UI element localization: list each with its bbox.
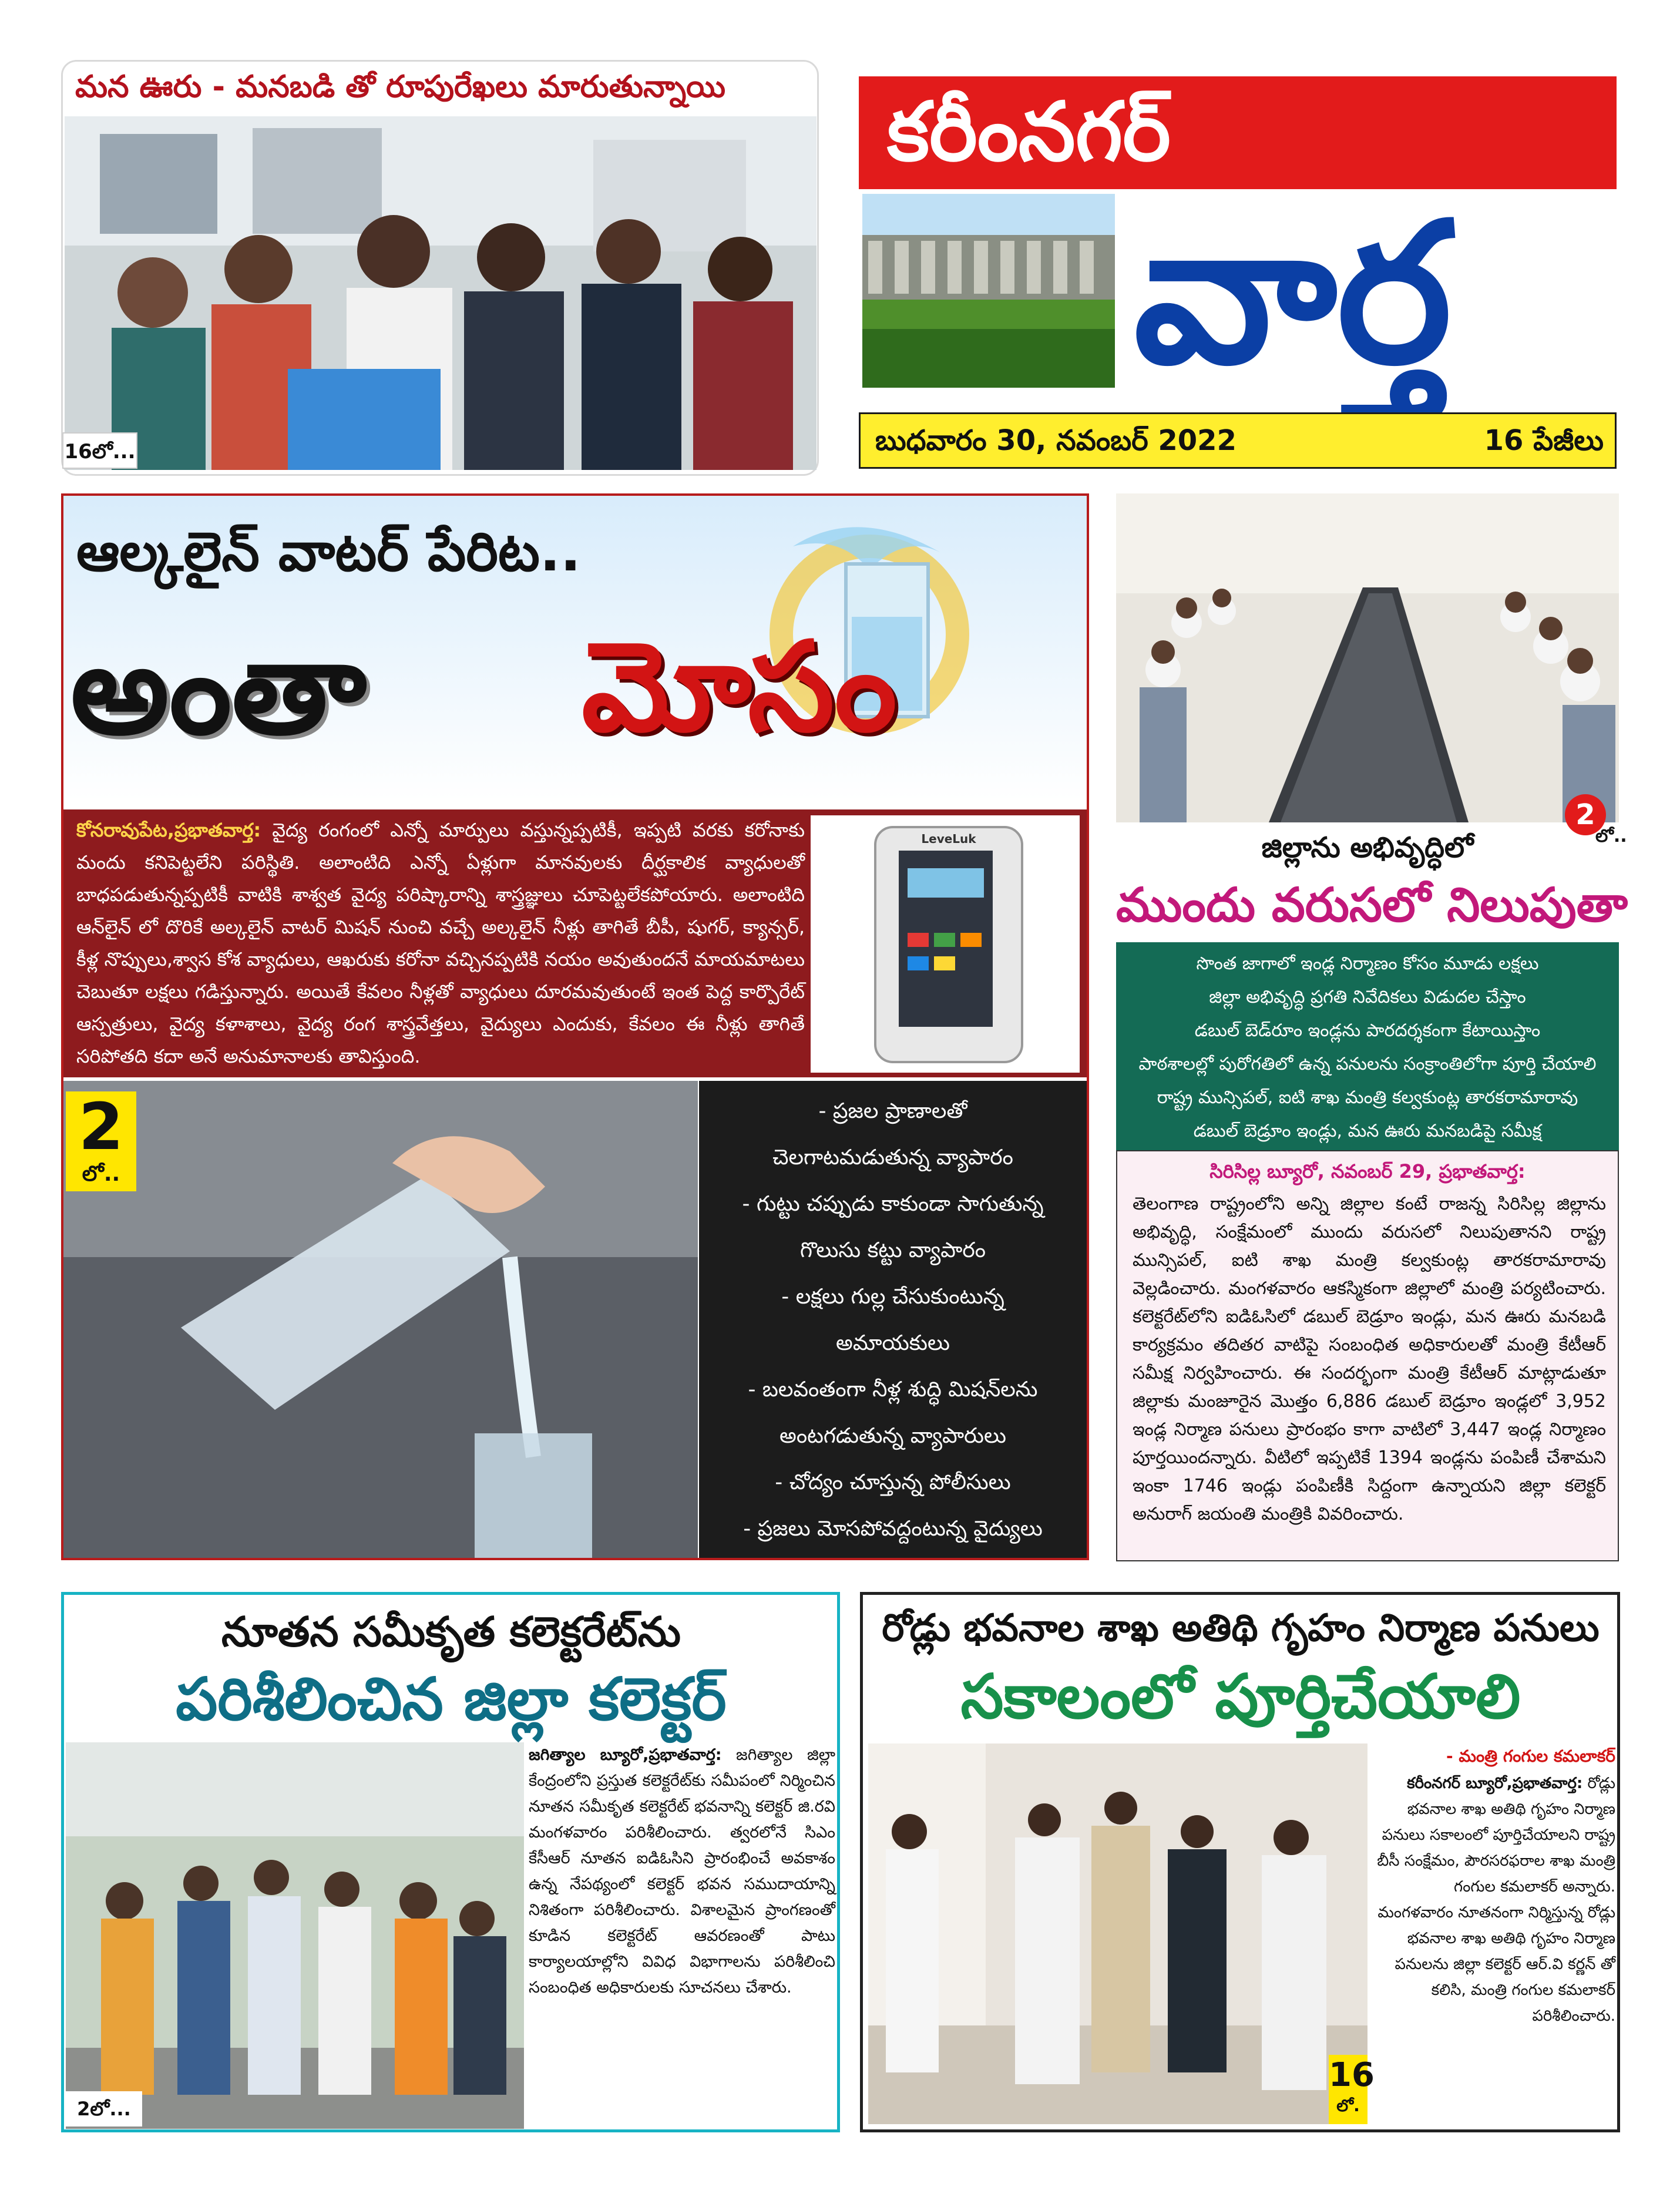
highlight-line: పాఠశాలల్లో పురోగతిలో ఉన్న పనులను సంక్రాంతిలోగా పూర్తి చేయాలి [1138, 1054, 1597, 1074]
bullet-line: - ప్రజలు మోసపోవద్దంటున్న వైద్యులు [743, 1517, 1043, 1541]
bullet-line: - బలవంతంగా నీళ్ల శుద్ధి మిషన్‌లను [748, 1378, 1038, 1402]
page-count: 16 పేజీలు [1484, 424, 1604, 457]
highlight-line: డబుల్ బెడ్రూం ఇండ్లు, మన ఊరు మనబడిపై సమీక్ష [1193, 1121, 1542, 1141]
bullet-line: - ప్రజల ప్రాణాలతో [818, 1099, 967, 1123]
bottom-right-headline: సకాలంలో పూర్తిచేయాలి [960, 1661, 1521, 1732]
issue-date: బుధవారం 30, నవంబర్ 2022 [875, 424, 1237, 457]
main-story-dateline: కోనరావుపేట,ప్రభాతవార్త: [76, 819, 261, 841]
machine-brand-label: LeveLuk [921, 832, 976, 846]
bottom-right-page-ref-number: 16 [1329, 2056, 1375, 2094]
bullet-line: - గుట్టు చప్పుడు కాకుండా సాగుతున్న [742, 1192, 1044, 1216]
teaser-headline: మన ఊరు - మనబడి తో రూపురేఖలు మారుతున్నాయి [75, 69, 725, 105]
bottom-left-dateline: జగిత్యాల బ్యూరో,ప్రభాతవార్త: [529, 1746, 722, 1764]
right-story-body: తెలంగాణ రాష్ట్రంలోని అన్ని జిల్లాల కంటే రాజన్న సిరిసిల్ల జిల్లాను అభివృద్ధి, సంక్షేమంలో ముందు వరుసలో నిలుపుతానని రాష్ట్ర మున్సిపల్, ఐటి శాఖ మంత్రి కల్వకుంట్ల తారకరామారావు వెల్లడించారు. మంగళవారం ఆకస్మికంగా జిల్లాలో మంత్రి పర్యటించారు. కలెక్టరేట్‌లోని ఐడిఓసిలో డబుల్ బెడ్రూం ఇండ్లు, మన ఊరు మనబడి కార్యక్రమం తదితర వాటిపై సంబంధిత అధికారులతో మంత్రి కేటీఆర్ సమీక్ష నిర్వహించారు. ఈ సందర్భంగా మంత్రి కేటీఆర్ మాట్లాడుతూ జిల్లాకు మంజూరైన మొత్తం 6,886 డబుల్ బెడ్రూం ఇండ్లలో 3,952 ఇండ్ల నిర్మాణ పనులు ప్రారంభం కాగా వాటిలో 3,447 ఇండ్ల నిర్మాణం పూర్తయిందన్నారు. వీటిలో ఇప్పటికే 1394 ఇండ్లను పంపిణీ చేశామని ఇంకా 1746 ఇండ్లు పంపిణీకి సిద్దంగా ఉన్నాయని జిల్లా కలెక్టర్ అనురాగ్ జయంతి మంత్రికి వివరించారు. [1133, 1194, 1606, 1524]
bullet-line: అమాయకులు [836, 1331, 950, 1355]
bottom-right-text: రోడ్లు భవనాల శాఖ అతిథి గృహం నిర్మాణ పనులు సకాలంలో పూర్తిచేయాలని రాష్ట్ర బీసీ సంక్షేమం, పౌరసరఫరాల శాఖ మంత్రి గంగుల కమలాకర్ అన్నారు. మంగళవారం నూతనంగా నిర్మిస్తున్న రోడ్లు భవనాల శాఖ అతిథి గృహం నిర్మాణ పనులను జిల్లా కలెక్టర్ ఆర్.వి కర్ణన్ తో కలిసి, మంత్రి గంగుల కమలాకర్ పరిశీలించారు. [1377, 1775, 1615, 2025]
bottom-left-kicker: నూతన సమీకృత కలెక్టరేట్‌ను [221, 1608, 681, 1656]
bullet-line: - లక్షలు గుల్ల చేసుకుంటున్న [781, 1285, 1004, 1309]
main-page-ref-suffix: లో.. [82, 1162, 120, 1186]
masthead-logo: వార్త [1134, 181, 1452, 407]
masthead-city: కరీంనగర్ [887, 85, 1171, 179]
right-highlights [1118, 947, 1617, 1149]
right-story-headline: ముందు వరుసలో నిలుపుతా [1116, 878, 1628, 932]
highlight-line: సొంత జాగాలో ఇండ్ల నిర్మాణం కోసం మూడు లక్షలు [1196, 953, 1539, 974]
highlight-line: డబుల్ బెడ్‌రూం ఇండ్లను పారదర్శకంగా కేటాయిస్తాం [1194, 1020, 1541, 1041]
right-page-ref-number: 2 [1565, 794, 1606, 835]
bottom-right-byline: - మంత్రి గంగుల కమలాకర్ [1446, 1746, 1615, 1766]
main-headline-part2: మోసం [582, 615, 897, 759]
main-page-ref-number: 2 [78, 1089, 124, 1164]
bottom-right-body [1375, 1771, 1615, 2125]
bottom-left-body [529, 1742, 835, 2124]
teaser-page-ref[interactable]: 16లో... [62, 432, 137, 469]
right-page-ref-suffix: లో.. [1595, 826, 1627, 846]
bottom-left-page-ref[interactable]: 2లో... [66, 2091, 142, 2126]
bottom-right-dateline: కరీంనగర్ బ్యూరో,ప్రభాతవార్త: [1407, 1775, 1583, 1792]
bullet-line: - చోద్యం చూస్తున్న పోలీసులు [775, 1470, 1011, 1494]
bottom-right-page-ref-suffix: లో. [1336, 2096, 1360, 2115]
collector-visit-photo [66, 1742, 524, 2129]
main-story-text: వైద్య రంగంలో ఎన్నో మార్పులు వస్తున్నప్పటికీ, ఇప్పటి వరకు కరోనాకు మందు కనిపెట్టలేని పరిస్థితి. అలాంటిది ఎన్నో ఏళ్లుగా మానవులకు దీర్ఘకాలిక వ్యాధులతో బాధపడుతున్నప్పటికీ వాటికి శాశ్వత వైద్య పరిష్కారాన్ని శాస్త్రజ్ఞులు చూపెట్టలేకపోయారు. అలాంటిది ఆన్‌లైన్ లో దొరికే అల్కలైన్ వాటర్ మిషన్ నుంచి వచ్చే అల్కలైన్ నీళ్లు తాగితే బీపీ, షుగర్, క్యాన్సర్, కీళ్ల నొప్పులు,శ్వాస కోశ వ్యాధులు, ఆఖరుకు కరోనా వచ్చినప్పటికి నయం అవుతుందనే మాయమాటలు చెబుతూ లక్షలు గడిస్తున్నారు. అయితే కేవలం నీళ్లతో వ్యాధులు దూరమవుతుంటే ఇంత పెద్ద కార్పొరేట్ ఆస్పత్రులు, వైద్య కళాశాలు, వైద్య రంగ శాస్త్రవేత్తలు, వైద్యులు ఎందుకు, కేవలం ఈ నీళ్లు తాగితే సరిపోతది కదా అనే అనుమానాలకు తావిస్తుంది. [76, 819, 805, 1067]
main-story-kicker: ఆల్కలైన్ వాటర్ పేరిట.. [76, 520, 581, 583]
bottom-right-page-ref[interactable] [1329, 2055, 1375, 2124]
bottom-right-kicker: రోడ్లు భవనాల శాఖ అతిథి గృహం నిర్మాణ పనులు [882, 1607, 1600, 1650]
bullet-line: గొలుసు కట్టు వ్యాపారం [800, 1238, 986, 1262]
highlight-line: జిల్లా అభివృద్ధి ప్రగతి నివేదికలు విడుదల చేస్తాం [1209, 987, 1526, 1007]
bottom-left-headline: పరిశీలించిన జిల్లా కలెక్టర్ [176, 1665, 727, 1734]
guest-house-inspection-photo [868, 1743, 1375, 2124]
bottom-left-text: జగిత్యాల జిల్లా కేంద్రంలోని ప్రస్తుత కలెక్టరేట్‌కు సమీపంలో నిర్మించిన నూతన సమీకృత కలెక్టరేట్ భవనాన్ని కలెక్టర్ జి.రవి మంగళవారం పరిశీలించారు. త్వరలోనే సిఎం కేసీఆర్ నూతన ఐడిఓసిని ప్రారంభించే అవకాశం ఉన్న నేపథ్యంలో కలెక్టర్ భవన సముదాయాన్ని నిశితంగా పరిశీలించారు. విశాలమైన ప్రాంగణంతో కూడిన కలెక్టరేట్ ఆవరణంతో పాటు కార్యాలయాల్లోని వివిధ విభాగాలను పరిశీలించి సంబంధిత అధికారులకు సూచనలు చేశారు. [529, 1746, 835, 1997]
bullet-line: అంటగడుతున్న వ్యాపారులు [779, 1424, 1006, 1448]
right-story-kicker: జిల్లాను అభివృద్ధిలో [1261, 831, 1474, 864]
review-meeting-photo [1116, 493, 1619, 822]
masthead-dam-image [862, 194, 1115, 388]
teaser-photo [65, 116, 817, 470]
bullet-line: చెలగాటమడుతున్న వ్యాపారం [772, 1145, 1013, 1170]
main-headline-part1: అంతా [70, 618, 367, 762]
right-story-dateline: సిరిసిల్ల బ్యూరో, నవంబర్ 29, ప్రభాతవార్త: [1209, 1160, 1526, 1182]
highlight-line: రాష్ట్ర మున్సిపల్, ఐటి శాఖ మంత్రి కల్వకుంట్ల తారకరామారావు [1157, 1087, 1578, 1108]
main-story-frame [61, 493, 1089, 1560]
